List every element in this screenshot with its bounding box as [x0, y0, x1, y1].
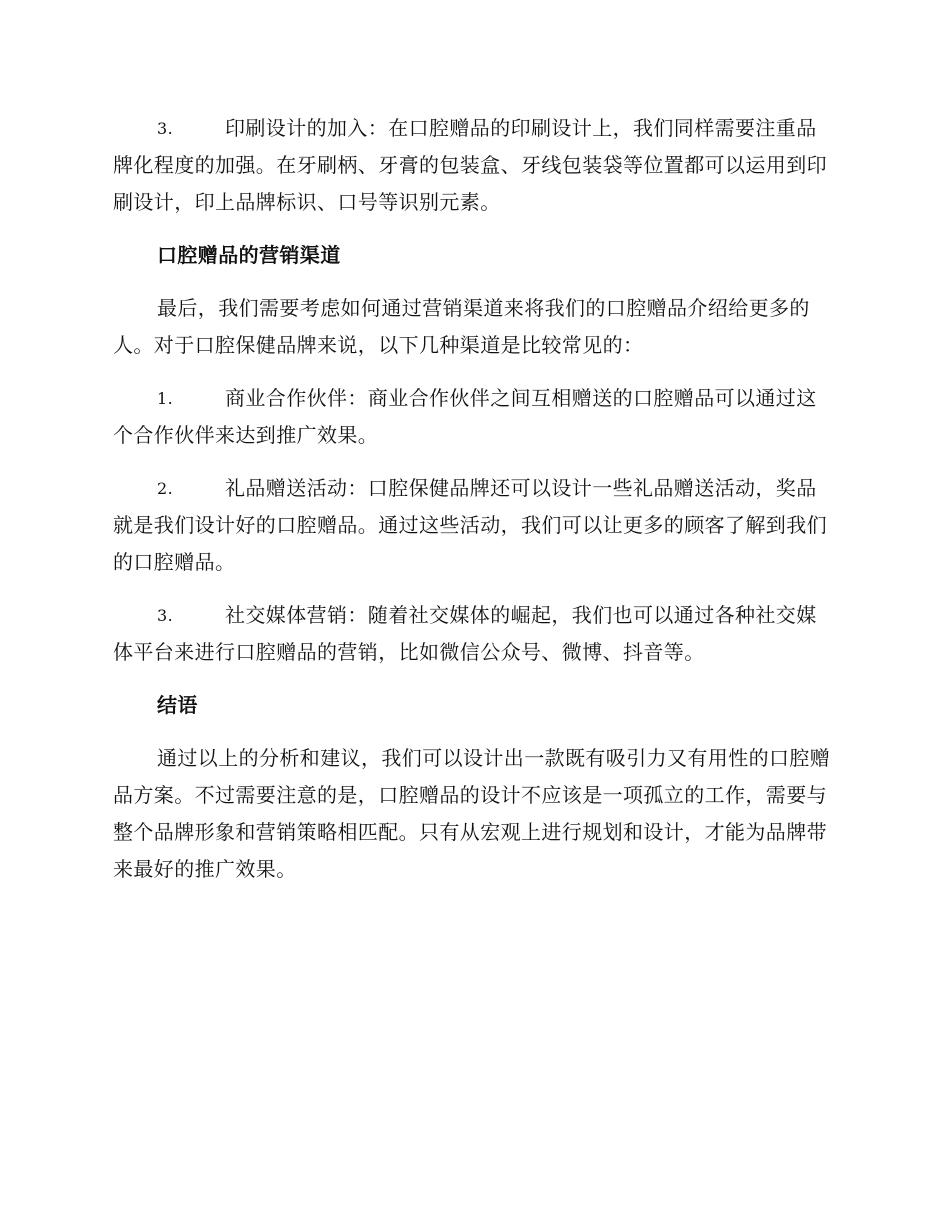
list-item-business-partners	[113, 380, 835, 454]
list-text: 商业合作伙伴：商业合作伙伴之间互相赠送的口腔赠品可以通过这个合作伙伴来达到推广效果。	[113, 386, 817, 447]
list-number: 1.	[157, 389, 174, 408]
list-text: 社交媒体营销：随着社交媒体的崛起，我们也可以通过各种社交媒体平台来进行口腔赠品的营销，比如微信公众号、微博、抖音等。	[113, 603, 817, 664]
list-text: 礼品赠送活动：口腔保健品牌还可以设计一些礼品赠送活动，奖品就是我们设计好的口腔赠品。通过这些活动，我们可以让更多的顾客了解到我们的口腔赠品。	[113, 476, 827, 574]
list-number: 3.	[157, 119, 174, 138]
list-item-printing-design	[113, 110, 835, 221]
section-heading-conclusion: 结语	[157, 693, 198, 717]
paragraph-channels-intro: 最后，我们需要考虑如何通过营销渠道来将我们的口腔赠品介绍给更多的人。对于口腔保健品牌来说，以下几种渠道是比较常见的：	[113, 296, 810, 357]
list-number: 3.	[157, 606, 174, 625]
paragraph-conclusion: 通过以上的分析和建议，我们可以设计出一款既有吸引力又有用性的口腔赠品方案。不过需要注意的是，口腔赠品的设计不应该是一项孤立的工作，需要与整个品牌形象和营销策略相匹配。只有从宏观上进行规划和设计，才能为品牌带来最好的推广效果。	[113, 746, 831, 881]
list-text: 印刷设计的加入：在口腔赠品的印刷设计上，我们同样需要注重品牌化程度的加强。在牙刷柄、牙膏的包装盒、牙线包装袋等位置都可以运用到印刷设计，印上品牌标识、口号等识别元素。	[113, 116, 827, 214]
list-item-gift-events	[113, 470, 835, 581]
document-content	[113, 110, 835, 904]
list-number: 2.	[157, 479, 174, 498]
list-item-social-media	[113, 597, 835, 671]
section-heading-marketing-channels: 口腔赠品的营销渠道	[157, 243, 341, 267]
